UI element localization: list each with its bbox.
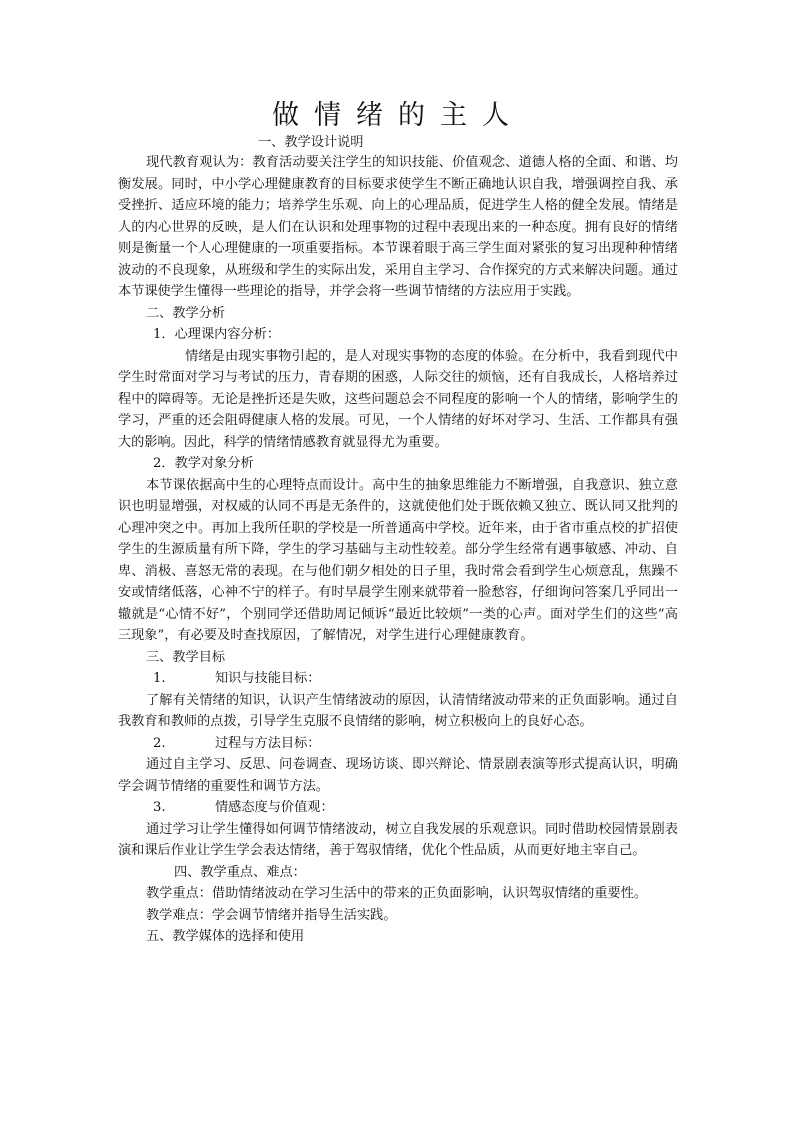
paragraph-target-analysis: 本节课依据高中生的心理特点而设计。高中生的抽象思维能力不断增强，自我意识、独立意识也明显增强，对权威的认同不再是无条件的，这就使他们处于既依赖又独立、既认同又批判的心理冲突之中。再加上我所任职的学校是一所普通高中学校。近年来，由于省市重点校的扩招使学生的生源质量有所下降，学生的学习基础与主动性较差。部分学生经常有遇事敏感、冲动、自卑、消极、喜怒无常的表现。在与他们朝夕相处的日子里，我时常会看到学生心烦意乱，焦躁不安或情绪低落，心神不宁的样子。有时早晨学生刚来就带着一脸愁容，仔细询问答案几乎同出一辙就是“心情不好”，个别同学还借助周记倾诉“最近比较烦”一类的心声。面对学生们的这些“高三现象”，有必要及时查找原因，了解情况，对学生进行心理健康教育。 <box>118 477 678 643</box>
goal-1-heading <box>118 668 678 690</box>
goal-1-number: 1. <box>153 671 166 686</box>
key-point: 教学重点：借助情绪波动在学习生活中的带来的正负面影响，认识驾驭情绪的重要性。 <box>146 886 648 901</box>
goal-3-text: 通过学习让学生懂得如何调节情绪波动，树立自我发展的乐观意识。同时借助校园情景剧表演和课后作业让学生学会表达情绪，善于驾驭情绪，优化个性品质，从而更好地主宰自己。 <box>118 821 678 858</box>
section-heading-3: 三、教学目标 <box>146 649 226 665</box>
goal-1-text: 了解有关情绪的知识，认识产生情绪波动的原因，认清情绪波动带来的正负面影响。通过自我教育和教师的点拨，引导学生克服不良情绪的影响，树立积极向上的良好心态。 <box>118 692 678 729</box>
section-heading-5: 五、教学媒体的选择和使用 <box>146 929 305 944</box>
subheading-target-analysis: 2．教学对象分析 <box>153 456 254 471</box>
document-page <box>118 96 678 948</box>
section-heading-1: 一、教学设计说明 <box>258 135 364 150</box>
goal-3-label: 情感态度与价值观： <box>215 800 334 815</box>
goal-3-heading <box>118 797 678 819</box>
section-heading-4: 四、教学重点、难点： <box>174 864 306 880</box>
goal-2-heading <box>118 733 678 755</box>
document-title: 做情绪的主人 <box>272 100 524 131</box>
section-heading-2: 二、教学分析 <box>146 305 226 321</box>
difficult-point: 教学难点：学会调节情绪并指导生活实践。 <box>146 907 397 923</box>
goal-2-text: 通过自主学习、反思、问卷调查、现场访谈、即兴辩论、情景剧表演等形式提高认识，明确学会调节情绪的重要性和调节方法。 <box>118 757 678 794</box>
paragraph-design-description: 现代教育观认为：教育活动要关注学生的知识技能、价值观念、道德人格的全面、和谐、均衡发展。同时，中小学心理健康教育的目标要求使学生不断正确地认识自我，增强调控自我、承受挫折、适应环境的能力；培养学生乐观、向上的心理品质，促进学生人格的健全发展。情绪是人的内心世界的反映，是人们在认识和处理事物的过程中表现出来的一种态度。拥有良好的情绪则是衡量一个人心理健康的一项重要指标。本节课着眼于高三学生面对紧张的复习出现种种情绪波动的不良现象，从班级和学生的实际出发，采用自主学习、合作探究的方式来解决问题。通过本节课使学生懂得一些理论的指导，并学会将一些调节情绪的方法应用于实践。 <box>118 155 678 299</box>
goal-3-number: 3. <box>153 800 166 815</box>
paragraph-content-analysis: 情绪是由现实事物引起的，是人对现实事物的态度的体验。在分析中，我看到现代中学生时常面对学习与考试的压力，青春期的困惑，人际交往的烦恼，还有自我成长，人格培养过程中的障碍等。无论是挫折还是失败，这些问题总会不同程度的影响一个人的情绪，影响学生的学习，严重的还会阻碍健康人格的发展。可见，一个人情绪的好坏对学习、生活、工作都具有强大的影响。因此，科学的情绪情感教育就显得尤为重要。 <box>118 348 678 450</box>
subheading-content-analysis: 1．心理课内容分析： <box>153 327 281 342</box>
goal-2-label: 过程与方法目标： <box>215 735 321 751</box>
goal-2-number: 2. <box>153 735 166 751</box>
goal-1-label: 知识与技能目标： <box>215 671 321 686</box>
